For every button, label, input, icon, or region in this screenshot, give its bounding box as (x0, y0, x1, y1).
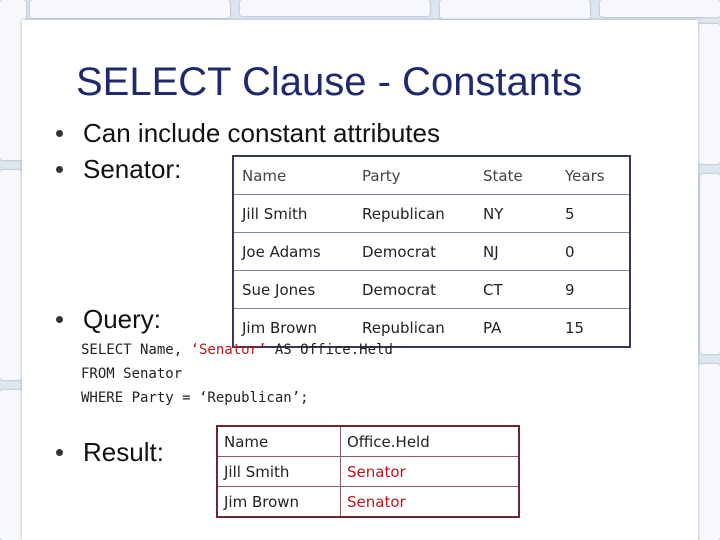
table-cell: NJ (475, 233, 557, 271)
table-cell: Jim Brown (242, 318, 318, 337)
bullet-query: Query: (56, 304, 161, 335)
table-cell: Sue Jones (233, 271, 354, 309)
sql-query: SELECT Name, ‘Senator’ AS Office.Held FROM Senator WHERE Party = ‘Republican’; (81, 342, 393, 406)
table-row (217, 487, 519, 518)
table-cell: 9 (557, 271, 630, 309)
header-cell: Years (557, 156, 630, 195)
table-cell: Jill Smith (233, 195, 354, 233)
table-row (233, 195, 630, 233)
table-row (217, 457, 519, 487)
table-cell: Democrat (354, 271, 475, 309)
constant-literal: ‘Senator’ (190, 342, 267, 358)
table-cell: NY (475, 195, 557, 233)
table-cell: Joe Adams (233, 233, 354, 271)
bullet-dot-icon (56, 316, 63, 323)
senator-table (232, 155, 631, 348)
slide-title: SELECT Clause - Constants (76, 60, 583, 104)
bullet-senator: Senator: (56, 154, 181, 185)
bullet-result: Result: (56, 437, 164, 468)
header-cell: Party (354, 156, 475, 195)
table-cell: Democrat (354, 233, 475, 271)
table-header-row (217, 426, 519, 457)
result-table (216, 425, 520, 518)
table-cell: Republican (362, 318, 445, 337)
table-row (233, 271, 630, 309)
table-cell: Jill Smith (217, 457, 341, 487)
bullet-dot-icon (56, 130, 63, 137)
table-cell: CT (475, 271, 557, 309)
table-cell: Jim Brown (217, 487, 341, 518)
bullet-dot-icon (56, 166, 63, 173)
header-cell: Office.Held (341, 426, 520, 457)
table-cell: Senator (347, 492, 406, 511)
table-cell: 5 (557, 195, 630, 233)
table-cell: Senator (341, 457, 520, 487)
bullet-constant-attributes: Can include constant attributes (56, 118, 440, 149)
table-row (233, 233, 630, 271)
table-cell: PA (483, 318, 502, 337)
table-cell: 15 (565, 318, 585, 337)
header-cell: Name (233, 156, 354, 195)
table-header-row (233, 156, 630, 195)
bullet-dot-icon (56, 449, 63, 456)
table-cell: Republican (354, 195, 475, 233)
table-cell: 0 (557, 233, 630, 271)
header-cell: Name (217, 426, 341, 457)
header-cell: State (475, 156, 557, 195)
